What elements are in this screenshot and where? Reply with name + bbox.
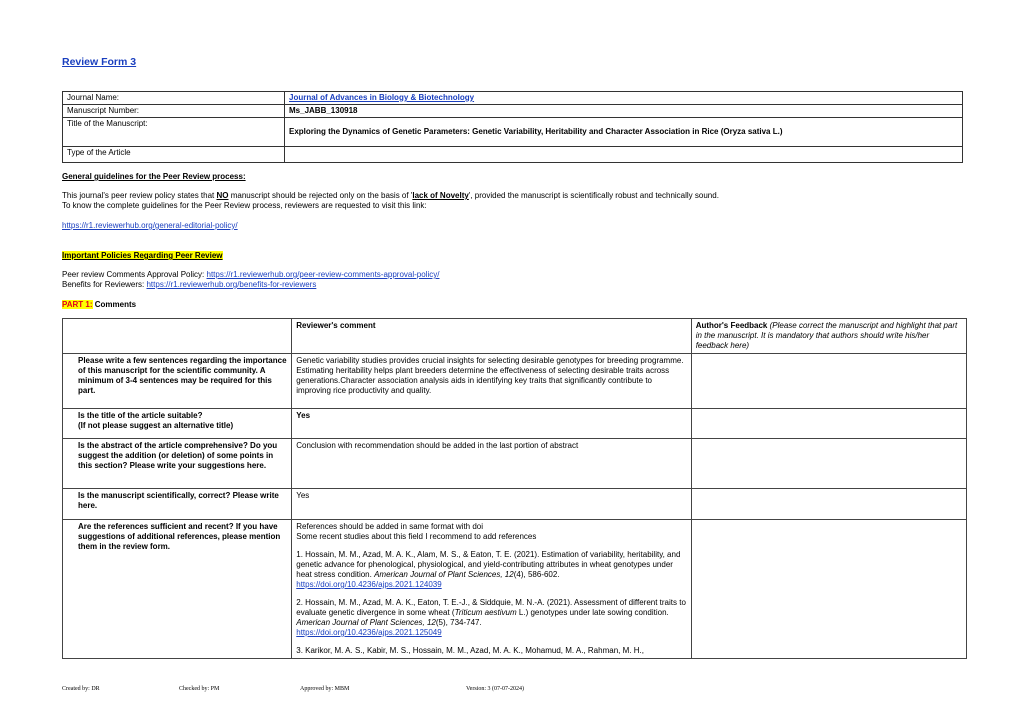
article-type-label: Type of the Article <box>63 147 285 163</box>
table-row <box>63 520 967 659</box>
journal-label: Journal Name: <box>63 92 285 105</box>
part-1-label: PART 1: <box>62 300 93 309</box>
table-row <box>63 489 967 520</box>
footer-checked-by: Checked by: PM <box>179 686 220 692</box>
question-title-suitable: Is the title of the article suitable? (If not please suggest an alternative title) <box>63 409 292 439</box>
author-feedback-header: Author's Feedback (Please correct the manuscript and highlight that part in the manuscript. It is mandatory that authors should write his/her feedback here) <box>691 319 966 354</box>
table-row <box>63 354 967 409</box>
guidelines-visit-text: To know the complete guidelines for the Peer Review process, reviewers are requested to visit this link: <box>62 201 427 210</box>
comment-abstract: Conclusion with recommendation should be added in the last portion of abstract <box>292 439 691 489</box>
manuscript-title-label: Title of the Manuscript: <box>63 118 285 147</box>
journal-name-link[interactable]: Journal of Advances in Biology & Biotechnology <box>289 93 475 102</box>
form-title: Review Form 3 <box>62 56 137 68</box>
question-scientific: Is the manuscript scientifically, correct? Please write here. <box>63 489 292 520</box>
benefits-link[interactable]: https://r1.reviewerhub.org/benefits-for-reviewers <box>146 280 317 289</box>
reference-2: 2. Hossain, M. M., Azad, M. A. K., Eaton, T. E.-J., & Siddquie, M. N.-A. (2021). Assessment of different traits to evaluate genetic divergence in some wheat (Triticum aestivum L.) genotypes under late sowing condition. American Journal of Plant Sciences, 12(5), 734-747. https://doi.org/10.4236/ajps.2021.125049 <box>296 598 686 637</box>
approval-policy-line: Peer review Comments Approval Policy: https://r1.reviewerhub.org/peer-review-comments-approval-policy/ <box>62 270 440 279</box>
comment-title-suitable: Yes <box>292 409 691 439</box>
benefits-line: Benefits for Reviewers: https://r1.reviewerhub.org/benefits-for-reviewers <box>62 280 317 289</box>
approval-policy-link[interactable]: https://r1.reviewerhub.org/peer-review-comments-approval-policy/ <box>206 270 440 279</box>
part-1-heading: PART 1: Comments <box>62 300 137 309</box>
reviewer-comment-header: Reviewer's comment <box>292 319 691 354</box>
comment-scientific: Yes <box>292 489 691 520</box>
reference-3: 3. Karikor, M. A. S., Kabir, M. S., Hossain, M. M., Azad, M. A. K., Mohamud, M. A., Rahman, M. H., <box>296 646 644 655</box>
reference-1-doi-link[interactable]: https://doi.org/10.4236/ajps.2021.124039 <box>296 580 442 589</box>
guidelines-heading: General guidelines for the Peer Review process: <box>62 172 246 181</box>
policies-heading: Important Policies Regarding Peer Review <box>62 251 223 260</box>
editorial-policy-link[interactable]: https://r1.reviewerhub.org/general-editorial-policy/ <box>62 221 238 230</box>
no-emphasis: NO <box>216 191 229 200</box>
header-blank-cell <box>63 319 292 354</box>
footer-created-by: Created by: DR <box>62 686 100 692</box>
comment-importance: Genetic variability studies provides crucial insights for selecting desirable genotypes for breeding programme. Estimating heritability helps plant breeders determine the effectiveness of selecting desirable traits across generations.Character association analysis aids in identifying key traits that significantly contribute to improving rice productivity and quality. <box>292 354 691 409</box>
author-feedback-cell[interactable] <box>691 489 966 520</box>
author-feedback-cell[interactable] <box>691 439 966 489</box>
reference-2-doi-link[interactable]: https://doi.org/10.4236/ajps.2021.125049 <box>296 628 442 637</box>
footer-version: Version: 3 (07-07-2024) <box>466 686 524 692</box>
guidelines-policy-text: This journal's peer review policy states that NO manuscript should be rejected only on the basis of 'lack of Novelty', provided the manuscript is scientifically robust and technically sound. <box>62 191 719 200</box>
author-feedback-cell[interactable] <box>691 409 966 439</box>
review-comments-table <box>62 318 967 659</box>
question-abstract: Is the abstract of the article comprehensive? Do you suggest the addition (or deletion) of some points in this section? Please write your suggestions here. <box>63 439 292 489</box>
manuscript-number-label: Manuscript Number: <box>63 105 285 118</box>
comment-references: References should be added in same format with doi Some recent studies about this field I recommend to add references 1. Hossain, M. M., Azad, M. A. K., Alam, M. S., & Eaton, T. E. (2021). Estimation of variability, heritability, and genetic advance for phenological, physiological, and yield-contributing attributes in wheat genotypes under heat stress condition. American Journal of Plant Sciences, 12(4), 586-602. https://doi.org/10.4236/ajps.2021.124039 2. Hossain, M. M., Azad, M. A. K., Eaton, T. E.-J., & Siddquie, M. N.-A. (2021). Assessment of different traits to evaluate genetic divergence in some wheat (Triticum aestivum L.) genotypes under late sowing condition. American Journal of Plant Sciences, 12(5), 734-747. https://doi.org/10.4236/ajps.2021.125049 3. Karikor, M. A. S., Kabir, M. S., Hossain, M. M., Azad, M. A. K., Mohamud, M. A., Rahman, M. H., <box>292 520 691 659</box>
question-references: Are the references sufficient and recent? If you have suggestions of additional references, please mention them in the review form. <box>63 520 292 659</box>
table-row <box>63 409 967 439</box>
manuscript-title-value: Exploring the Dynamics of Genetic Parameters: Genetic Variability, Heritability and Character Association in Rice (Oryza sativa L.) <box>285 118 963 147</box>
question-importance: Please write a few sentences regarding the importance of this manuscript for the scientific community. A minimum of 3-4 sentences may be required for this part. <box>63 354 292 409</box>
footer-approved-by: Approved by: MBM <box>300 686 350 692</box>
table-row <box>63 439 967 489</box>
author-feedback-cell[interactable] <box>691 354 966 409</box>
manuscript-number-value: Ms_JABB_130918 <box>285 105 963 118</box>
author-feedback-cell[interactable] <box>691 520 966 659</box>
manuscript-info-table <box>62 91 963 163</box>
reference-1: 1. Hossain, M. M., Azad, M. A. K., Alam, M. S., & Eaton, T. E. (2021). Estimation of variability, heritability, and genetic advance for phenological, physiological, and yield-contributing attributes in wheat genotypes under heat stress condition. American Journal of Plant Sciences, 12(4), 586-602. https://doi.org/10.4236/ajps.2021.124039 <box>296 550 681 589</box>
article-type-value <box>285 147 963 163</box>
lack-of-novelty-emphasis: lack of Novelty <box>412 191 469 200</box>
